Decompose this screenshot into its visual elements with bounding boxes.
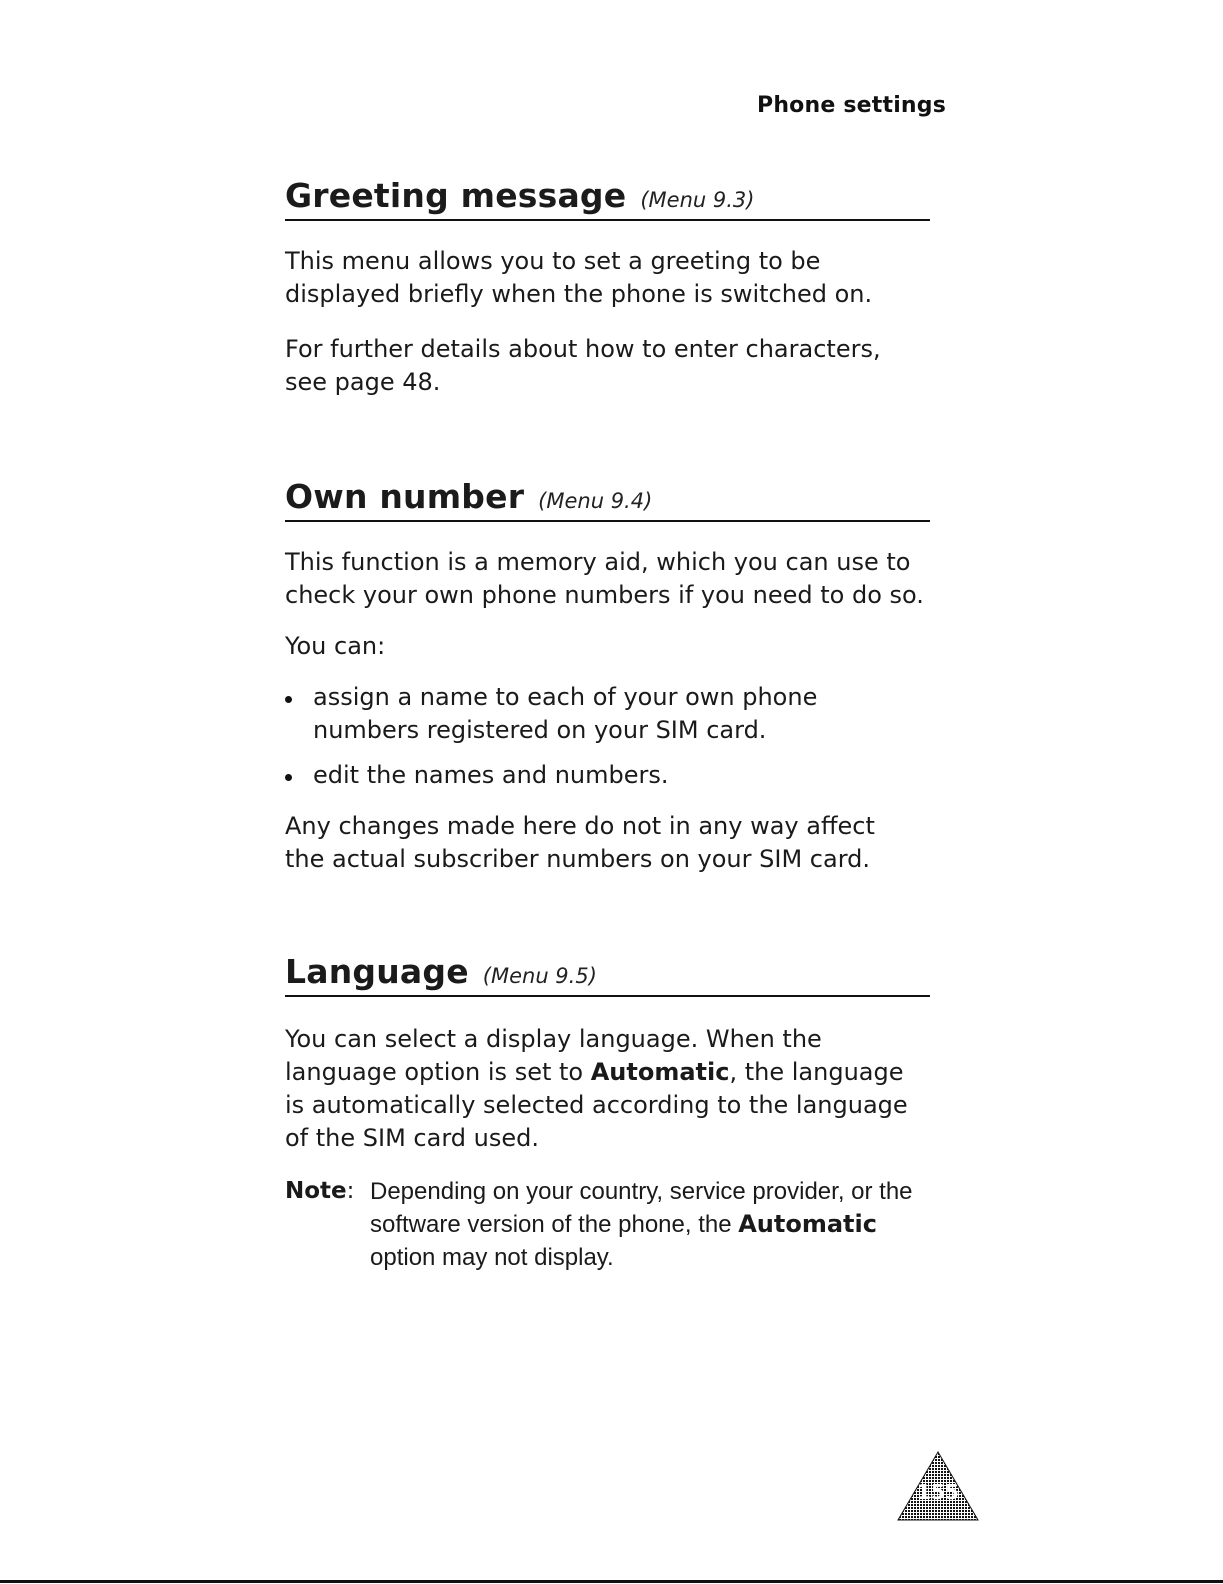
paragraph: Any changes made here do not in any way affect the actual subscriber numbers on your SIM card. bbox=[285, 812, 875, 873]
page-number-badge bbox=[896, 1450, 980, 1522]
bullet-icon bbox=[285, 774, 292, 781]
paragraph: This menu allows you to set a greeting to be displayed briefly when the phone is switched on. bbox=[285, 247, 873, 308]
menu-reference: (Menu 9.5) bbox=[482, 964, 597, 988]
note-colon: : bbox=[346, 1178, 355, 1204]
note-body bbox=[370, 1175, 930, 1274]
list-item bbox=[285, 681, 873, 747]
section-heading bbox=[285, 176, 930, 221]
paragraph bbox=[285, 1023, 930, 1155]
list-item-text: edit the names and numbers. bbox=[313, 761, 669, 789]
paragraph-text: , the language is automatically selected according to the language of the SIM card used. bbox=[285, 1058, 908, 1152]
page-number: 155 bbox=[917, 1480, 959, 1504]
note-label bbox=[285, 1175, 354, 1208]
section-greeting-message bbox=[285, 176, 930, 399]
page-bottom-border bbox=[0, 1580, 1223, 1583]
note-text: Depending on your country, service provider, or the software version of the phone, the bbox=[370, 1178, 913, 1238]
bullet-icon bbox=[285, 696, 292, 703]
menu-reference: (Menu 9.3) bbox=[640, 188, 755, 212]
menu-reference: (Menu 9.4) bbox=[538, 489, 653, 513]
note-text: option may not display. bbox=[370, 1244, 614, 1271]
list-item bbox=[285, 759, 930, 792]
running-head: Phone settings bbox=[757, 93, 947, 118]
section-language bbox=[285, 952, 930, 1274]
section-own-number bbox=[285, 477, 930, 876]
note-label-text: Note bbox=[285, 1178, 347, 1204]
bullet-list bbox=[285, 681, 930, 792]
paragraph: You can: bbox=[285, 632, 386, 660]
bold-term: Automatic bbox=[738, 1210, 877, 1238]
section-title: Own number bbox=[285, 477, 525, 516]
section-title: Language bbox=[285, 952, 469, 991]
section-title: Greeting message bbox=[285, 176, 627, 215]
paragraph-text: You can select a display language. When the language option is set to bbox=[285, 1025, 822, 1086]
paragraph: This function is a memory aid, which you can use to check your own phone numbers if you need to do so. bbox=[285, 548, 924, 609]
note bbox=[285, 1175, 930, 1274]
paragraph: For further details about how to enter characters, see page 48. bbox=[285, 335, 881, 396]
section-heading bbox=[285, 952, 930, 997]
list-item-text: assign a name to each of your own phone numbers registered on your SIM card. bbox=[313, 683, 818, 744]
section-heading bbox=[285, 477, 930, 522]
bold-term: Automatic bbox=[590, 1058, 730, 1086]
